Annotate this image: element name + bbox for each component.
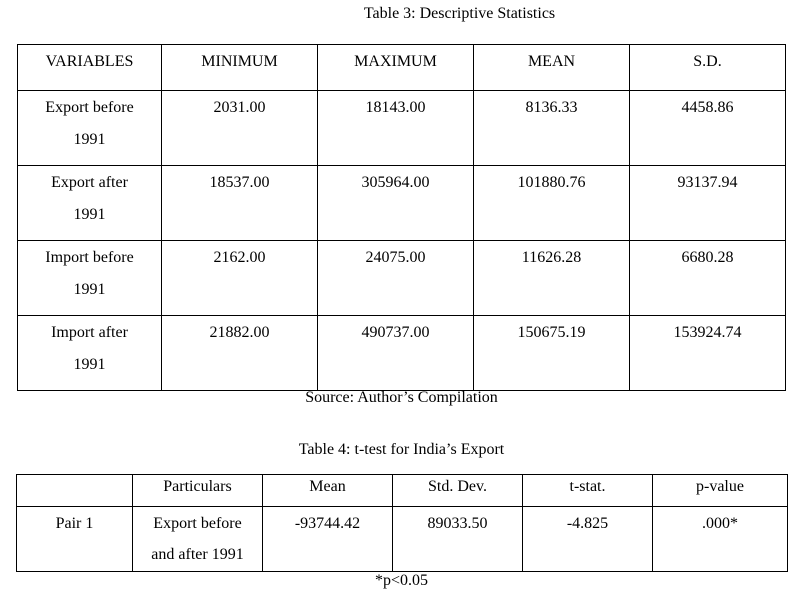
- pair-cell: Pair 1: [17, 507, 133, 572]
- minimum-cell: 2031.00: [162, 91, 318, 166]
- sd-cell: 153924.74: [630, 316, 786, 391]
- variable-cell: [18, 91, 162, 166]
- table-header-row: [17, 475, 788, 507]
- minimum-cell: 18537.00: [162, 166, 318, 241]
- descriptive-statistics-table: [17, 44, 786, 391]
- particulars-cell: [133, 507, 263, 572]
- table3-source: Source: Author’s Compilation: [305, 389, 498, 406]
- header-t-stat: t-stat.: [523, 475, 653, 507]
- mean-cell: 8136.33: [474, 91, 630, 166]
- particulars-line1: Export before: [153, 515, 242, 532]
- maximum-cell: 490737.00: [318, 316, 474, 391]
- mean-cell: 101880.76: [474, 166, 630, 241]
- maximum-cell: 305964.00: [318, 166, 474, 241]
- header-std-dev: Std. Dev.: [393, 475, 523, 507]
- maximum-cell: 24075.00: [318, 241, 474, 316]
- table4-caption: Table 4: t-test for India’s Export: [298, 441, 505, 458]
- header-mean: MEAN: [474, 45, 630, 91]
- table-row: [18, 91, 786, 166]
- variable-cell: [18, 316, 162, 391]
- sd-cell: 4458.86: [630, 91, 786, 166]
- mean-cell: 11626.28: [474, 241, 630, 316]
- particulars-line2: and after 1991: [151, 546, 244, 563]
- variable-line1: Export before: [45, 99, 134, 116]
- header-p-value: p-value: [653, 475, 788, 507]
- variable-cell: [18, 241, 162, 316]
- sd-cell: 6680.28: [630, 241, 786, 316]
- table-row: [18, 166, 786, 241]
- std-dev-cell: 89033.50: [393, 507, 523, 572]
- mean-cell: -93744.42: [263, 507, 393, 572]
- header-particulars: Particulars: [133, 475, 263, 507]
- table-row: [18, 241, 786, 316]
- header-sd: S.D.: [630, 45, 786, 91]
- header-variables: VARIABLES: [18, 45, 162, 91]
- table3-caption: Table 3: Descriptive Statistics: [363, 5, 556, 22]
- maximum-cell: 18143.00: [318, 91, 474, 166]
- t-stat-cell: -4.825: [523, 507, 653, 572]
- header-mean: Mean: [263, 475, 393, 507]
- p-value-cell: .000*: [653, 507, 788, 572]
- variable-line2: 1991: [73, 356, 106, 373]
- mean-cell: 150675.19: [474, 316, 630, 391]
- minimum-cell: 2162.00: [162, 241, 318, 316]
- table-header-row: [18, 45, 786, 91]
- variable-line1: Import before: [45, 249, 134, 266]
- header-blank: [17, 475, 133, 507]
- variable-line2: 1991: [73, 131, 106, 148]
- variable-line1: Import after: [51, 324, 128, 341]
- table4-footnote: *p<0.05: [374, 572, 429, 589]
- variable-cell: [18, 166, 162, 241]
- variable-line2: 1991: [73, 281, 106, 298]
- table-row: [17, 507, 788, 572]
- table-row: [18, 316, 786, 391]
- t-test-table: [16, 474, 788, 572]
- header-maximum: MAXIMUM: [318, 45, 474, 91]
- header-minimum: MINIMUM: [162, 45, 318, 91]
- minimum-cell: 21882.00: [162, 316, 318, 391]
- variable-line2: 1991: [73, 206, 106, 223]
- variable-line1: Export after: [51, 174, 128, 191]
- sd-cell: 93137.94: [630, 166, 786, 241]
